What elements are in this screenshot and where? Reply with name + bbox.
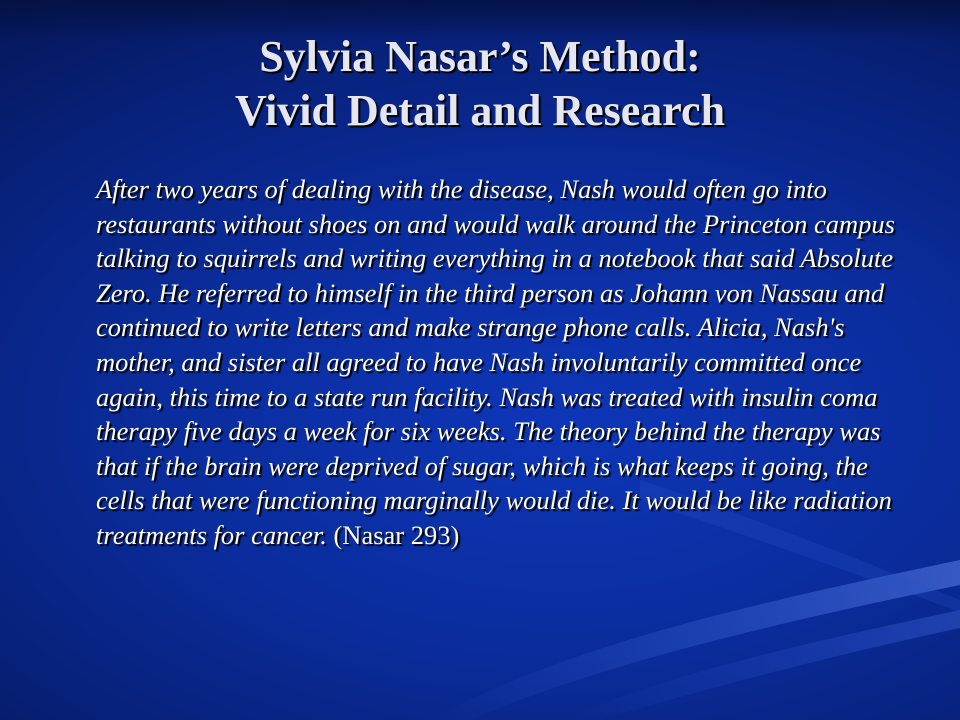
slide-title xyxy=(0,30,960,138)
title-line-2: Vivid Detail and Research xyxy=(234,86,726,135)
citation: (Nasar 293) xyxy=(333,519,460,550)
body-paragraph xyxy=(96,172,911,553)
body-quote: After two years of dealing with the disease, Nash would often go into restaurants without shoes on and would walk around the Princeton campus talking to squirrels and writing everything in a notebook that said Absolute Zero. He referred to himself in the third person as Johann von Nassau and continued to write letters and make strange phone calls. Alicia, Nash's mother, and sister all agreed to have Nash involuntarily committed once again, this time to a state run facility. Nash was treated with insulin coma therapy five days a week for six weeks. The theory behind the therapy was that if the brain were deprived of sugar, which is what keeps it going, the cells that were functioning marginally would die. It would be like radiation treatments for cancer. xyxy=(96,174,895,550)
title-line-1: Sylvia Nasar’s Method: xyxy=(259,32,701,81)
